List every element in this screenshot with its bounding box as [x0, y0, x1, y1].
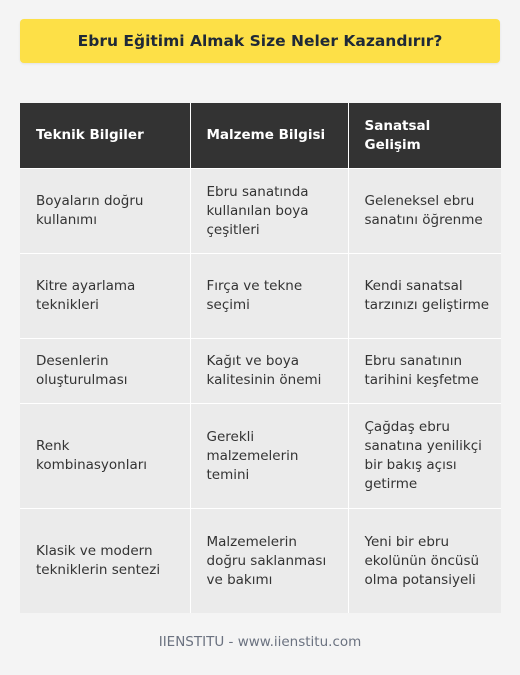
- benefits-table: [20, 103, 501, 613]
- table-row: [20, 339, 501, 404]
- table-cell: Desenlerin oluşturulması: [20, 339, 190, 404]
- table-cell: Çağdaş ebru sanatına yenilikçi bir bakış açısı getirme: [348, 404, 501, 509]
- table-cell: Kağıt ve boya kalitesinin önemi: [190, 339, 348, 404]
- column-header-technical: Teknik Bilgiler: [20, 103, 190, 169]
- table-cell: Klasik ve modern tekniklerin sentezi: [20, 509, 190, 614]
- table-cell: Yeni bir ebru ekolünün öncüsü olma potansiyeli: [348, 509, 501, 614]
- table-cell: Ebru sanatında kullanılan boya çeşitleri: [190, 169, 348, 254]
- table-cell: Boyaların doğru kullanımı: [20, 169, 190, 254]
- table-cell: Malzemelerin doğru saklanması ve bakımı: [190, 509, 348, 614]
- table-cell: Kitre ayarlama teknikleri: [20, 254, 190, 339]
- table-cell: Gerekli malzemelerin temini: [190, 404, 348, 509]
- table-row: [20, 509, 501, 614]
- table-row: [20, 254, 501, 339]
- table-cell: Renk kombinasyonları: [20, 404, 190, 509]
- column-header-artistic: Sanatsal Gelişim: [348, 103, 501, 169]
- page-title: Ebru Eğitimi Almak Size Neler Kazandırır?: [77, 32, 443, 50]
- table-cell: Ebru sanatının tarihini keşfetme: [348, 339, 501, 404]
- footer-credit: IIENSTITU - www.iienstitu.com: [158, 634, 362, 650]
- table-row: [20, 169, 501, 254]
- table-header-row: [20, 103, 501, 169]
- table-cell: Geleneksel ebru sanatını öğrenme: [348, 169, 501, 254]
- table-row: [20, 404, 501, 509]
- title-banner: [20, 19, 500, 63]
- table-cell: Fırça ve tekne seçimi: [190, 254, 348, 339]
- table-cell: Kendi sanatsal tarzınızı geliştirme: [348, 254, 501, 339]
- column-header-materials: Malzeme Bilgisi: [190, 103, 348, 169]
